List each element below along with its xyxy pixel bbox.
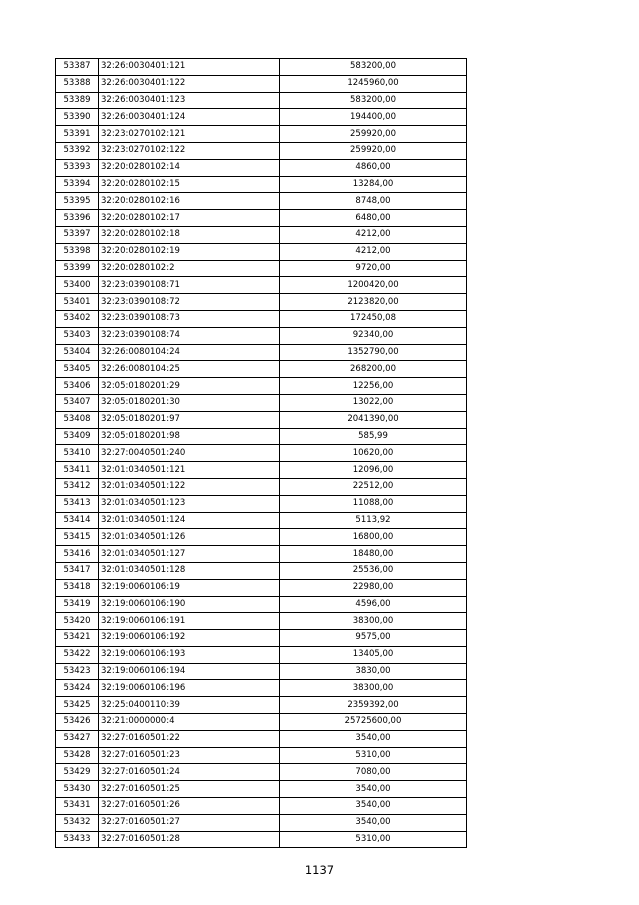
row-number-cell: 53433: [56, 831, 99, 848]
cadastral-value-cell: 5113,92: [280, 512, 467, 529]
row-number-cell: 53421: [56, 630, 99, 647]
cadastral-number-cell: 32:27:0040501:240: [99, 445, 280, 462]
cadastral-number-cell: 32:20:0280102:16: [99, 193, 280, 210]
cadastral-value-cell: 92340,00: [280, 327, 467, 344]
cadastral-number-cell: 32:25:0400110:39: [99, 697, 280, 714]
cadastral-number-cell: 32:27:0160501:26: [99, 798, 280, 815]
cadastral-number-cell: 32:05:0180201:29: [99, 378, 280, 395]
cadastral-number-cell: 32:19:0060106:192: [99, 630, 280, 647]
cadastral-number-cell: 32:27:0160501:25: [99, 781, 280, 798]
cadastral-value-cell: 194400,00: [280, 109, 467, 126]
cadastral-value-cell: 3540,00: [280, 798, 467, 815]
row-number-cell: 53408: [56, 411, 99, 428]
cadastral-value-cell: 4212,00: [280, 243, 467, 260]
row-number-cell: 53422: [56, 646, 99, 663]
table-row: [56, 361, 467, 378]
row-number-cell: 53387: [56, 59, 99, 76]
cadastral-value-cell: 259920,00: [280, 126, 467, 143]
row-number-cell: 53431: [56, 798, 99, 815]
table-row: [56, 747, 467, 764]
cadastral-number-cell: 32:05:0180201:30: [99, 394, 280, 411]
row-number-cell: 53398: [56, 243, 99, 260]
table-row: [56, 260, 467, 277]
row-number-cell: 53406: [56, 378, 99, 395]
table-row: [56, 546, 467, 563]
cadastral-number-cell: 32:01:0340501:124: [99, 512, 280, 529]
cadastral-number-cell: 32:05:0180201:98: [99, 428, 280, 445]
row-number-cell: 53410: [56, 445, 99, 462]
table-row: [56, 193, 467, 210]
table-row: [56, 814, 467, 831]
table-row: [56, 243, 467, 260]
cadastral-number-cell: 32:19:0060106:193: [99, 646, 280, 663]
cadastral-number-cell: 32:20:0280102:14: [99, 159, 280, 176]
table-row: [56, 764, 467, 781]
row-number-cell: 53404: [56, 344, 99, 361]
cadastral-value-cell: 5310,00: [280, 747, 467, 764]
cadastral-value-cell: 12096,00: [280, 462, 467, 479]
cadastral-value-cell: 9575,00: [280, 630, 467, 647]
table-row: [56, 562, 467, 579]
row-number-cell: 53430: [56, 781, 99, 798]
row-number-cell: 53401: [56, 294, 99, 311]
table-row: [56, 210, 467, 227]
table-row: [56, 495, 467, 512]
cadastral-number-cell: 32:01:0340501:121: [99, 462, 280, 479]
cadastral-value-cell: 259920,00: [280, 142, 467, 159]
row-number-cell: 53415: [56, 529, 99, 546]
row-number-cell: 53407: [56, 394, 99, 411]
row-number-cell: 53388: [56, 75, 99, 92]
row-number-cell: 53402: [56, 310, 99, 327]
cadastral-value-cell: 1200420,00: [280, 277, 467, 294]
row-number-cell: 53419: [56, 596, 99, 613]
cadastral-number-cell: 32:20:0280102:15: [99, 176, 280, 193]
row-number-cell: 53429: [56, 764, 99, 781]
row-number-cell: 53400: [56, 277, 99, 294]
cadastral-value-cell: 22512,00: [280, 478, 467, 495]
cadastral-value-cell: 25725600,00: [280, 714, 467, 731]
cadastral-number-cell: 32:27:0160501:24: [99, 764, 280, 781]
row-number-cell: 53396: [56, 210, 99, 227]
cadastral-value-cell: 2359392,00: [280, 697, 467, 714]
cadastral-number-cell: 32:19:0060106:196: [99, 680, 280, 697]
cadastral-number-cell: 32:26:0030401:124: [99, 109, 280, 126]
table-row: [56, 579, 467, 596]
cadastral-value-cell: 7080,00: [280, 764, 467, 781]
cadastral-value-cell: 13284,00: [280, 176, 467, 193]
row-number-cell: 53395: [56, 193, 99, 210]
table-row: [56, 159, 467, 176]
table-row: [56, 109, 467, 126]
cadastral-value-cell: 3540,00: [280, 781, 467, 798]
cadastral-number-cell: 32:19:0060106:19: [99, 579, 280, 596]
cadastral-number-cell: 32:23:0390108:72: [99, 294, 280, 311]
cadastral-number-cell: 32:20:0280102:2: [99, 260, 280, 277]
cadastral-number-cell: 32:27:0160501:28: [99, 831, 280, 848]
cadastral-value-cell: 4860,00: [280, 159, 467, 176]
table-row: [56, 428, 467, 445]
cadastral-number-cell: 32:23:0270102:121: [99, 126, 280, 143]
row-number-cell: 53432: [56, 814, 99, 831]
cadastral-value-cell: 6480,00: [280, 210, 467, 227]
row-number-cell: 53428: [56, 747, 99, 764]
cadastral-number-cell: 32:27:0160501:22: [99, 730, 280, 747]
table-row: [56, 613, 467, 630]
table-row: [56, 798, 467, 815]
cadastral-number-cell: 32:20:0280102:17: [99, 210, 280, 227]
cadastral-number-cell: 32:21:0000000:4: [99, 714, 280, 731]
row-number-cell: 53412: [56, 478, 99, 495]
cadastral-value-cell: 3540,00: [280, 730, 467, 747]
cadastral-value-cell: 9720,00: [280, 260, 467, 277]
cadastral-value-cell: 13405,00: [280, 646, 467, 663]
row-number-cell: 53426: [56, 714, 99, 731]
table-row: [56, 411, 467, 428]
table-row: [56, 714, 467, 731]
table-row: [56, 310, 467, 327]
row-number-cell: 53405: [56, 361, 99, 378]
cadastral-number-cell: 32:05:0180201:97: [99, 411, 280, 428]
cadastral-number-cell: 32:26:0030401:123: [99, 92, 280, 109]
row-number-cell: 53394: [56, 176, 99, 193]
cadastral-number-cell: 32:01:0340501:126: [99, 529, 280, 546]
cadastral-value-cell: 11088,00: [280, 495, 467, 512]
table-row: [56, 394, 467, 411]
cadastral-number-cell: 32:20:0280102:18: [99, 226, 280, 243]
cadastral-value-cell: 38300,00: [280, 680, 467, 697]
cadastral-number-cell: 32:26:0080104:24: [99, 344, 280, 361]
table-row: [56, 142, 467, 159]
cadastral-number-cell: 32:23:0270102:122: [99, 142, 280, 159]
table-row: [56, 126, 467, 143]
row-number-cell: 53403: [56, 327, 99, 344]
row-number-cell: 53390: [56, 109, 99, 126]
table-row: [56, 327, 467, 344]
cadastral-number-cell: 32:01:0340501:127: [99, 546, 280, 563]
cadastral-value-cell: 172450,08: [280, 310, 467, 327]
table-row: [56, 92, 467, 109]
row-number-cell: 53411: [56, 462, 99, 479]
cadastral-value-cell: 18480,00: [280, 546, 467, 563]
cadastral-value-cell: 583200,00: [280, 92, 467, 109]
cadastral-value-cell: 583200,00: [280, 59, 467, 76]
table-row: [56, 646, 467, 663]
table-row: [56, 529, 467, 546]
table-row: [56, 277, 467, 294]
cadastral-number-cell: 32:23:0390108:71: [99, 277, 280, 294]
table-row: [56, 697, 467, 714]
row-number-cell: 53413: [56, 495, 99, 512]
cadastral-value-cell: 3830,00: [280, 663, 467, 680]
row-number-cell: 53392: [56, 142, 99, 159]
cadastral-value-cell: 1352790,00: [280, 344, 467, 361]
table-row: [56, 630, 467, 647]
table-row: [56, 75, 467, 92]
row-number-cell: 53397: [56, 226, 99, 243]
cadastral-value-cell: 1245960,00: [280, 75, 467, 92]
cadastral-number-cell: 32:19:0060106:194: [99, 663, 280, 680]
row-number-cell: 53399: [56, 260, 99, 277]
page-number: 1137: [304, 863, 335, 877]
row-number-cell: 53416: [56, 546, 99, 563]
table-row: [56, 226, 467, 243]
cadastral-number-cell: 32:19:0060106:190: [99, 596, 280, 613]
cadastral-value-cell: 268200,00: [280, 361, 467, 378]
cadastral-value-cell: 16800,00: [280, 529, 467, 546]
cadastral-number-cell: 32:19:0060106:191: [99, 613, 280, 630]
row-number-cell: 53420: [56, 613, 99, 630]
cadastral-value-cell: 8748,00: [280, 193, 467, 210]
cadastral-value-cell: 25536,00: [280, 562, 467, 579]
table-row: [56, 663, 467, 680]
cadastral-value-cell: 5310,00: [280, 831, 467, 848]
row-number-cell: 53391: [56, 126, 99, 143]
cadastral-number-cell: 32:01:0340501:128: [99, 562, 280, 579]
cadastral-value-cell: 585,99: [280, 428, 467, 445]
cadastral-number-cell: 32:01:0340501:122: [99, 478, 280, 495]
cadastral-value-cell: 4212,00: [280, 226, 467, 243]
row-number-cell: 53389: [56, 92, 99, 109]
cadastral-number-cell: 32:26:0080104:25: [99, 361, 280, 378]
cadastral-number-cell: 32:26:0030401:122: [99, 75, 280, 92]
cadastral-value-cell: 3540,00: [280, 814, 467, 831]
table-row: [56, 680, 467, 697]
row-number-cell: 53418: [56, 579, 99, 596]
cadastral-value-cell: 38300,00: [280, 613, 467, 630]
cadastral-value-cell: 4596,00: [280, 596, 467, 613]
table-row: [56, 445, 467, 462]
cadastral-number-cell: 32:01:0340501:123: [99, 495, 280, 512]
table-body: [56, 59, 467, 848]
table-row: [56, 378, 467, 395]
row-number-cell: 53409: [56, 428, 99, 445]
row-number-cell: 53425: [56, 697, 99, 714]
cadastral-value-cell: 22980,00: [280, 579, 467, 596]
table-row: [56, 781, 467, 798]
row-number-cell: 53393: [56, 159, 99, 176]
row-number-cell: 53424: [56, 680, 99, 697]
cadastral-value-cell: 2123820,00: [280, 294, 467, 311]
table-row: [56, 596, 467, 613]
cadastral-number-cell: 32:27:0160501:23: [99, 747, 280, 764]
row-number-cell: 53427: [56, 730, 99, 747]
cadastral-number-cell: 32:27:0160501:27: [99, 814, 280, 831]
table-row: [56, 730, 467, 747]
table-row: [56, 344, 467, 361]
row-number-cell: 53414: [56, 512, 99, 529]
table-row: [56, 462, 467, 479]
table-row: [56, 294, 467, 311]
cadastral-number-cell: 32:23:0390108:73: [99, 310, 280, 327]
cadastral-number-cell: 32:26:0030401:121: [99, 59, 280, 76]
cadastral-number-cell: 32:23:0390108:74: [99, 327, 280, 344]
table-row: [56, 478, 467, 495]
table-row: [56, 59, 467, 76]
cadastral-value-table: [55, 58, 467, 848]
cadastral-value-cell: 10620,00: [280, 445, 467, 462]
table-row: [56, 176, 467, 193]
cadastral-number-cell: 32:20:0280102:19: [99, 243, 280, 260]
table-row: [56, 512, 467, 529]
table-row: [56, 831, 467, 848]
cadastral-value-cell: 13022,00: [280, 394, 467, 411]
row-number-cell: 53423: [56, 663, 99, 680]
row-number-cell: 53417: [56, 562, 99, 579]
cadastral-value-cell: 12256,00: [280, 378, 467, 395]
cadastral-value-cell: 2041390,00: [280, 411, 467, 428]
